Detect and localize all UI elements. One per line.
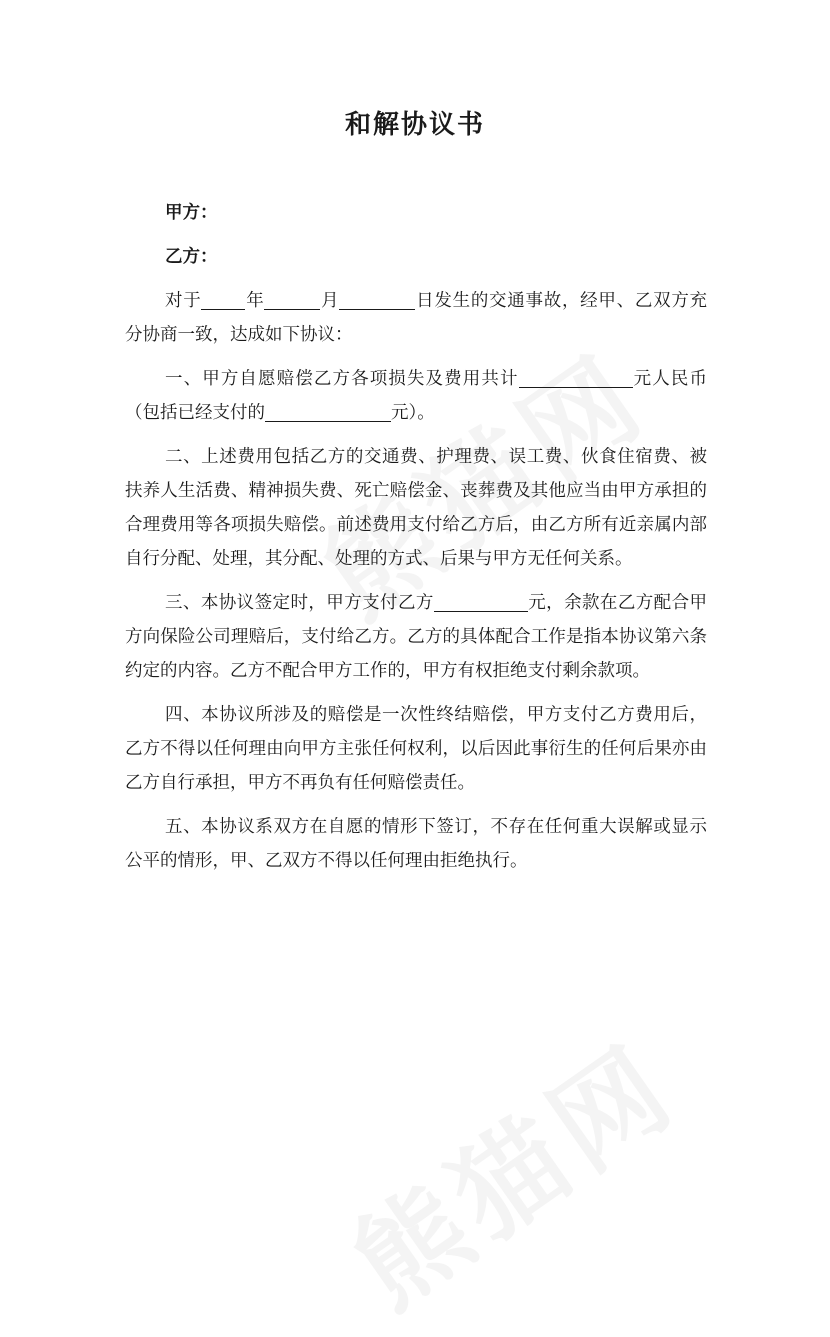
party-a-line <box>125 196 707 230</box>
year-label: 年 <box>245 291 265 311</box>
document-body <box>125 196 707 888</box>
party-b-line <box>125 240 707 274</box>
clause-5: 五、本协议系双方在自愿的情形下签订，不存在任何重大误解或显示公平的情形，甲、乙双方不得以任何理由拒绝执行。 <box>125 817 707 871</box>
clause-1-suffix: 元）。 <box>391 403 435 423</box>
month-label: 月 <box>320 291 340 311</box>
year-blank[interactable] <box>201 287 245 310</box>
paid-amount-blank[interactable] <box>265 399 391 422</box>
clause-2: 二、上述费用包括乙方的交通费、护理费、误工费、伙食住宿费、被扶养人生活费、精神损失费、死亡赔偿金、丧葬费及其他应当由甲方承担的合理费用等各项损失赔偿。前述费用支付给乙方后，由乙方所有近亲属内部自行分配、处理，其分配、处理的方式、后果与甲方无任何关系。 <box>125 447 707 569</box>
clause-3-suffix: 元，余款在乙方配合甲方向保险公司理赔后，支付给乙方。乙方的具体配合工作是指本协议第六条约定的内容。乙方不配合甲方工作的，甲方有权拒绝支付剩余款项。 <box>125 593 708 681</box>
day-blank[interactable] <box>339 287 415 310</box>
party-a-label: 甲方： <box>165 203 218 223</box>
total-amount-blank[interactable] <box>519 365 633 388</box>
clause-4: 四、本协议所涉及的赔偿是一次性终结赔偿，甲方支付乙方费用后，乙方不得以任何理由向甲方主张任何权利，以后因此事衍生的任何后果亦由乙方自行承担，甲方不再负有任何赔偿责任。 <box>125 705 707 793</box>
payment-amount-blank[interactable] <box>434 589 528 612</box>
intro-rest: 日发生的交通事故，经甲、乙双方充分协商一致，达成如下协议： <box>125 291 708 345</box>
party-b-label: 乙方： <box>165 247 218 267</box>
intro-paragraph <box>125 284 707 352</box>
watermark-lower <box>317 1001 703 1337</box>
clause-3-prefix: 三、本协议签定时，甲方支付乙方 <box>165 593 434 613</box>
clause-1-prefix: 一、甲方自愿赔偿乙方各项损失及费用共计 <box>165 369 519 389</box>
clause-1-middle: 元人民币（包括已经支付的 <box>125 369 708 423</box>
clause-1 <box>125 362 707 430</box>
document-title: 和解协议书 <box>344 110 485 140</box>
month-blank[interactable] <box>264 287 320 310</box>
intro-prefix: 对于 <box>165 291 202 311</box>
clause-3 <box>125 586 707 688</box>
